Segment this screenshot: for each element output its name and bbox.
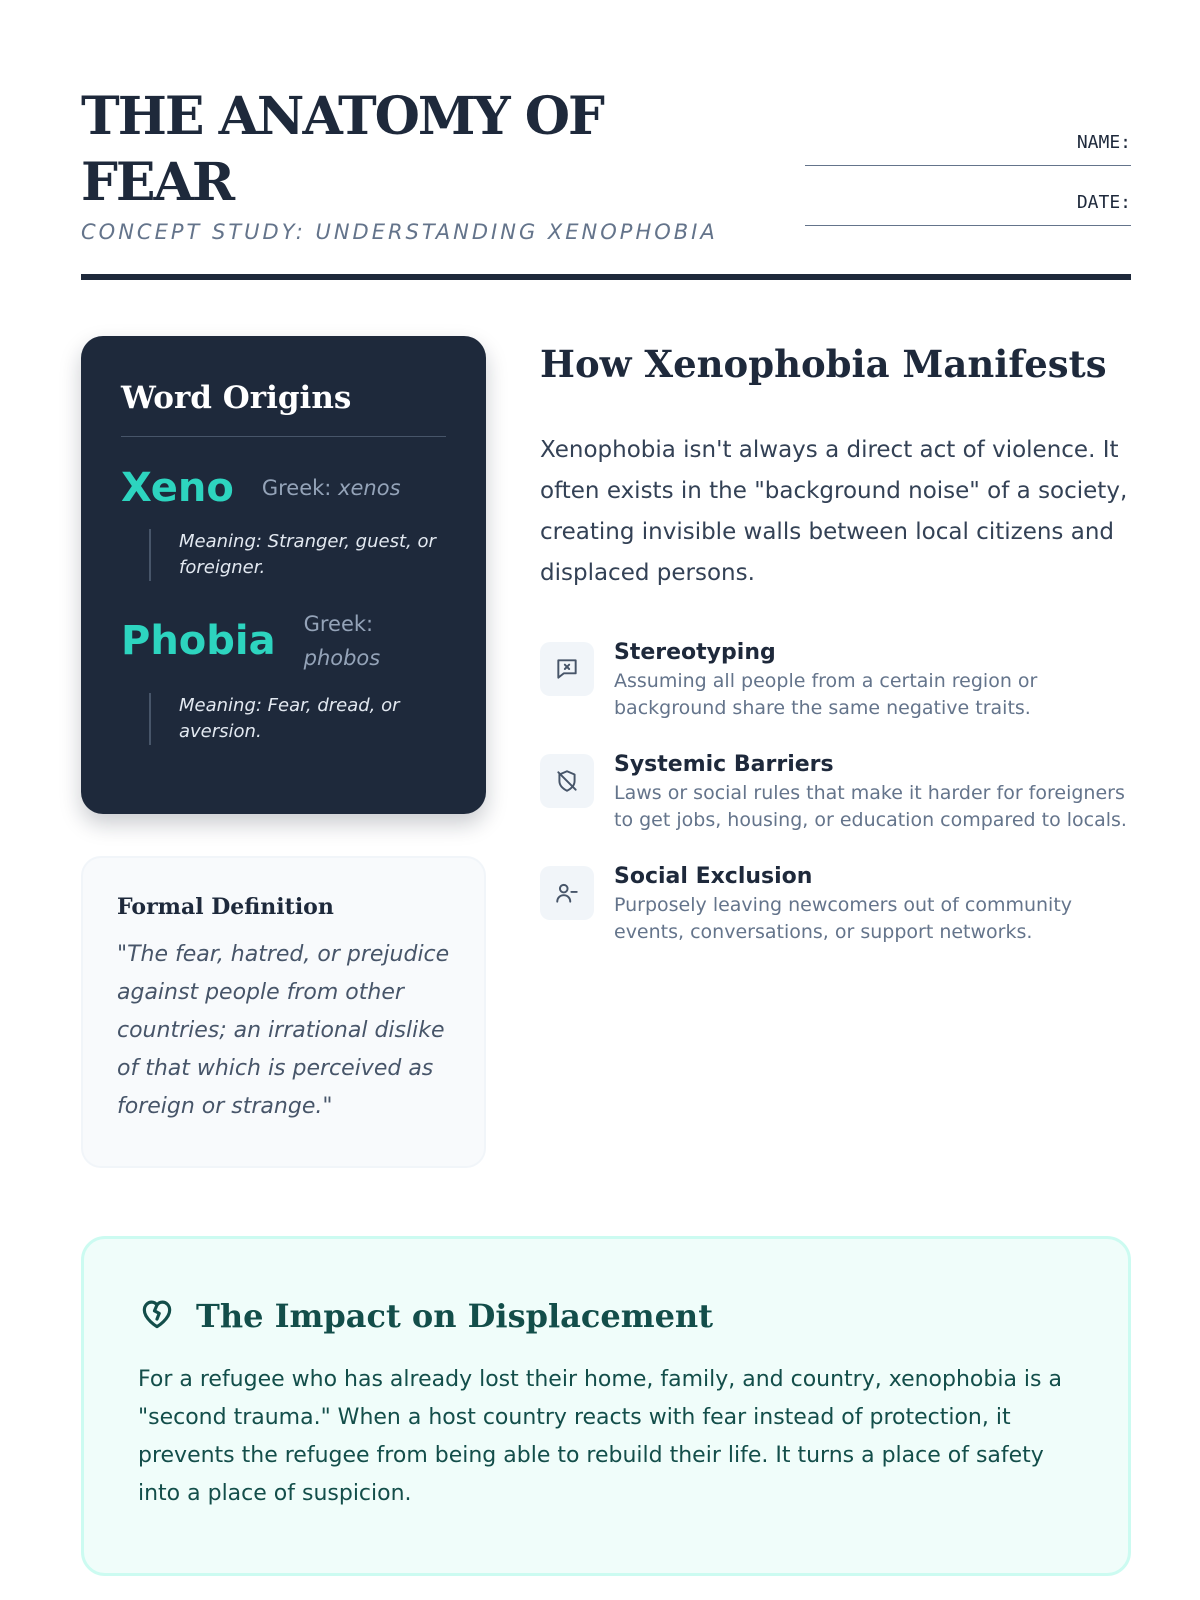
item-title: Social Exclusion xyxy=(614,864,813,889)
manifests-section xyxy=(540,336,1130,946)
definition-title: Formal Definition xyxy=(117,894,334,920)
page-subtitle: CONCEPT STUDY: UNDERSTANDING XENOPHOBIA xyxy=(81,220,718,244)
item-description: Assuming all people from a certain region or background share the same negative traits. xyxy=(614,670,1038,719)
impact-callout xyxy=(81,1236,1131,1576)
message-x-icon xyxy=(540,642,594,696)
impact-text: For a refugee who has already lost their home, family, and country, xenophobia is a "second trauma." When a host country reacts with fear instead of protection, it prevents the refugee from being able to rebuild their life. It turns a place of safety into a place of suspicion. xyxy=(138,1367,1062,1506)
worksheet-header xyxy=(81,84,1131,280)
origin-greek-word: phobos xyxy=(303,646,381,670)
page-title: THE ANATOMY OF FEAR xyxy=(81,86,603,213)
term-origin xyxy=(304,607,404,675)
word-origins-title: Word Origins xyxy=(121,376,446,437)
origin-greek-word: xenos xyxy=(338,476,401,500)
manifests-list xyxy=(540,638,1130,946)
item-description: Laws or social rules that make it harder for foreigners to get jobs, housing, or education compared to locals. xyxy=(614,782,1127,831)
list-item xyxy=(540,862,1130,946)
user-minus-icon xyxy=(540,866,594,920)
date-field[interactable]: DATE: xyxy=(805,192,1131,226)
word-origins-card xyxy=(81,336,486,814)
list-item xyxy=(540,750,1130,834)
term-row-xeno xyxy=(121,465,446,511)
shield-off-icon xyxy=(540,754,594,808)
name-field[interactable]: NAME: xyxy=(805,132,1131,166)
definition-text: "The fear, hatred, or prejudice against people from other countries; an irrational dislike of that which is perceived as foreign or strange." xyxy=(117,942,450,1119)
formal-definition-card xyxy=(81,856,486,1168)
list-item xyxy=(540,638,1130,722)
header-divider xyxy=(81,274,1131,280)
heart-crack-icon xyxy=(138,1295,176,1337)
term-word: Phobia xyxy=(121,618,276,664)
term-origin xyxy=(262,471,401,505)
term-word: Xeno xyxy=(121,465,234,511)
origin-prefix: Greek: xyxy=(303,612,374,636)
item-title: Systemic Barriers xyxy=(614,752,834,777)
manifests-intro: Xenophobia isn't always a direct act of violence. It often exists in the "background noise" of a society, creating invisible walls between local citizens and displaced persons. xyxy=(540,437,1128,586)
term-meaning: Meaning: Fear, dread, or aversion. xyxy=(149,693,446,745)
manifests-title: How Xenophobia Manifests xyxy=(540,342,1107,386)
origin-prefix: Greek: xyxy=(261,476,332,500)
term-row-phobia xyxy=(121,607,446,675)
impact-title: The Impact on Displacement xyxy=(196,1297,713,1335)
item-title: Stereotyping xyxy=(614,640,776,665)
item-description: Purposely leaving newcomers out of community events, conversations, or support networks. xyxy=(614,894,1073,943)
term-meaning: Meaning: Stranger, guest, or foreigner. xyxy=(149,529,446,581)
